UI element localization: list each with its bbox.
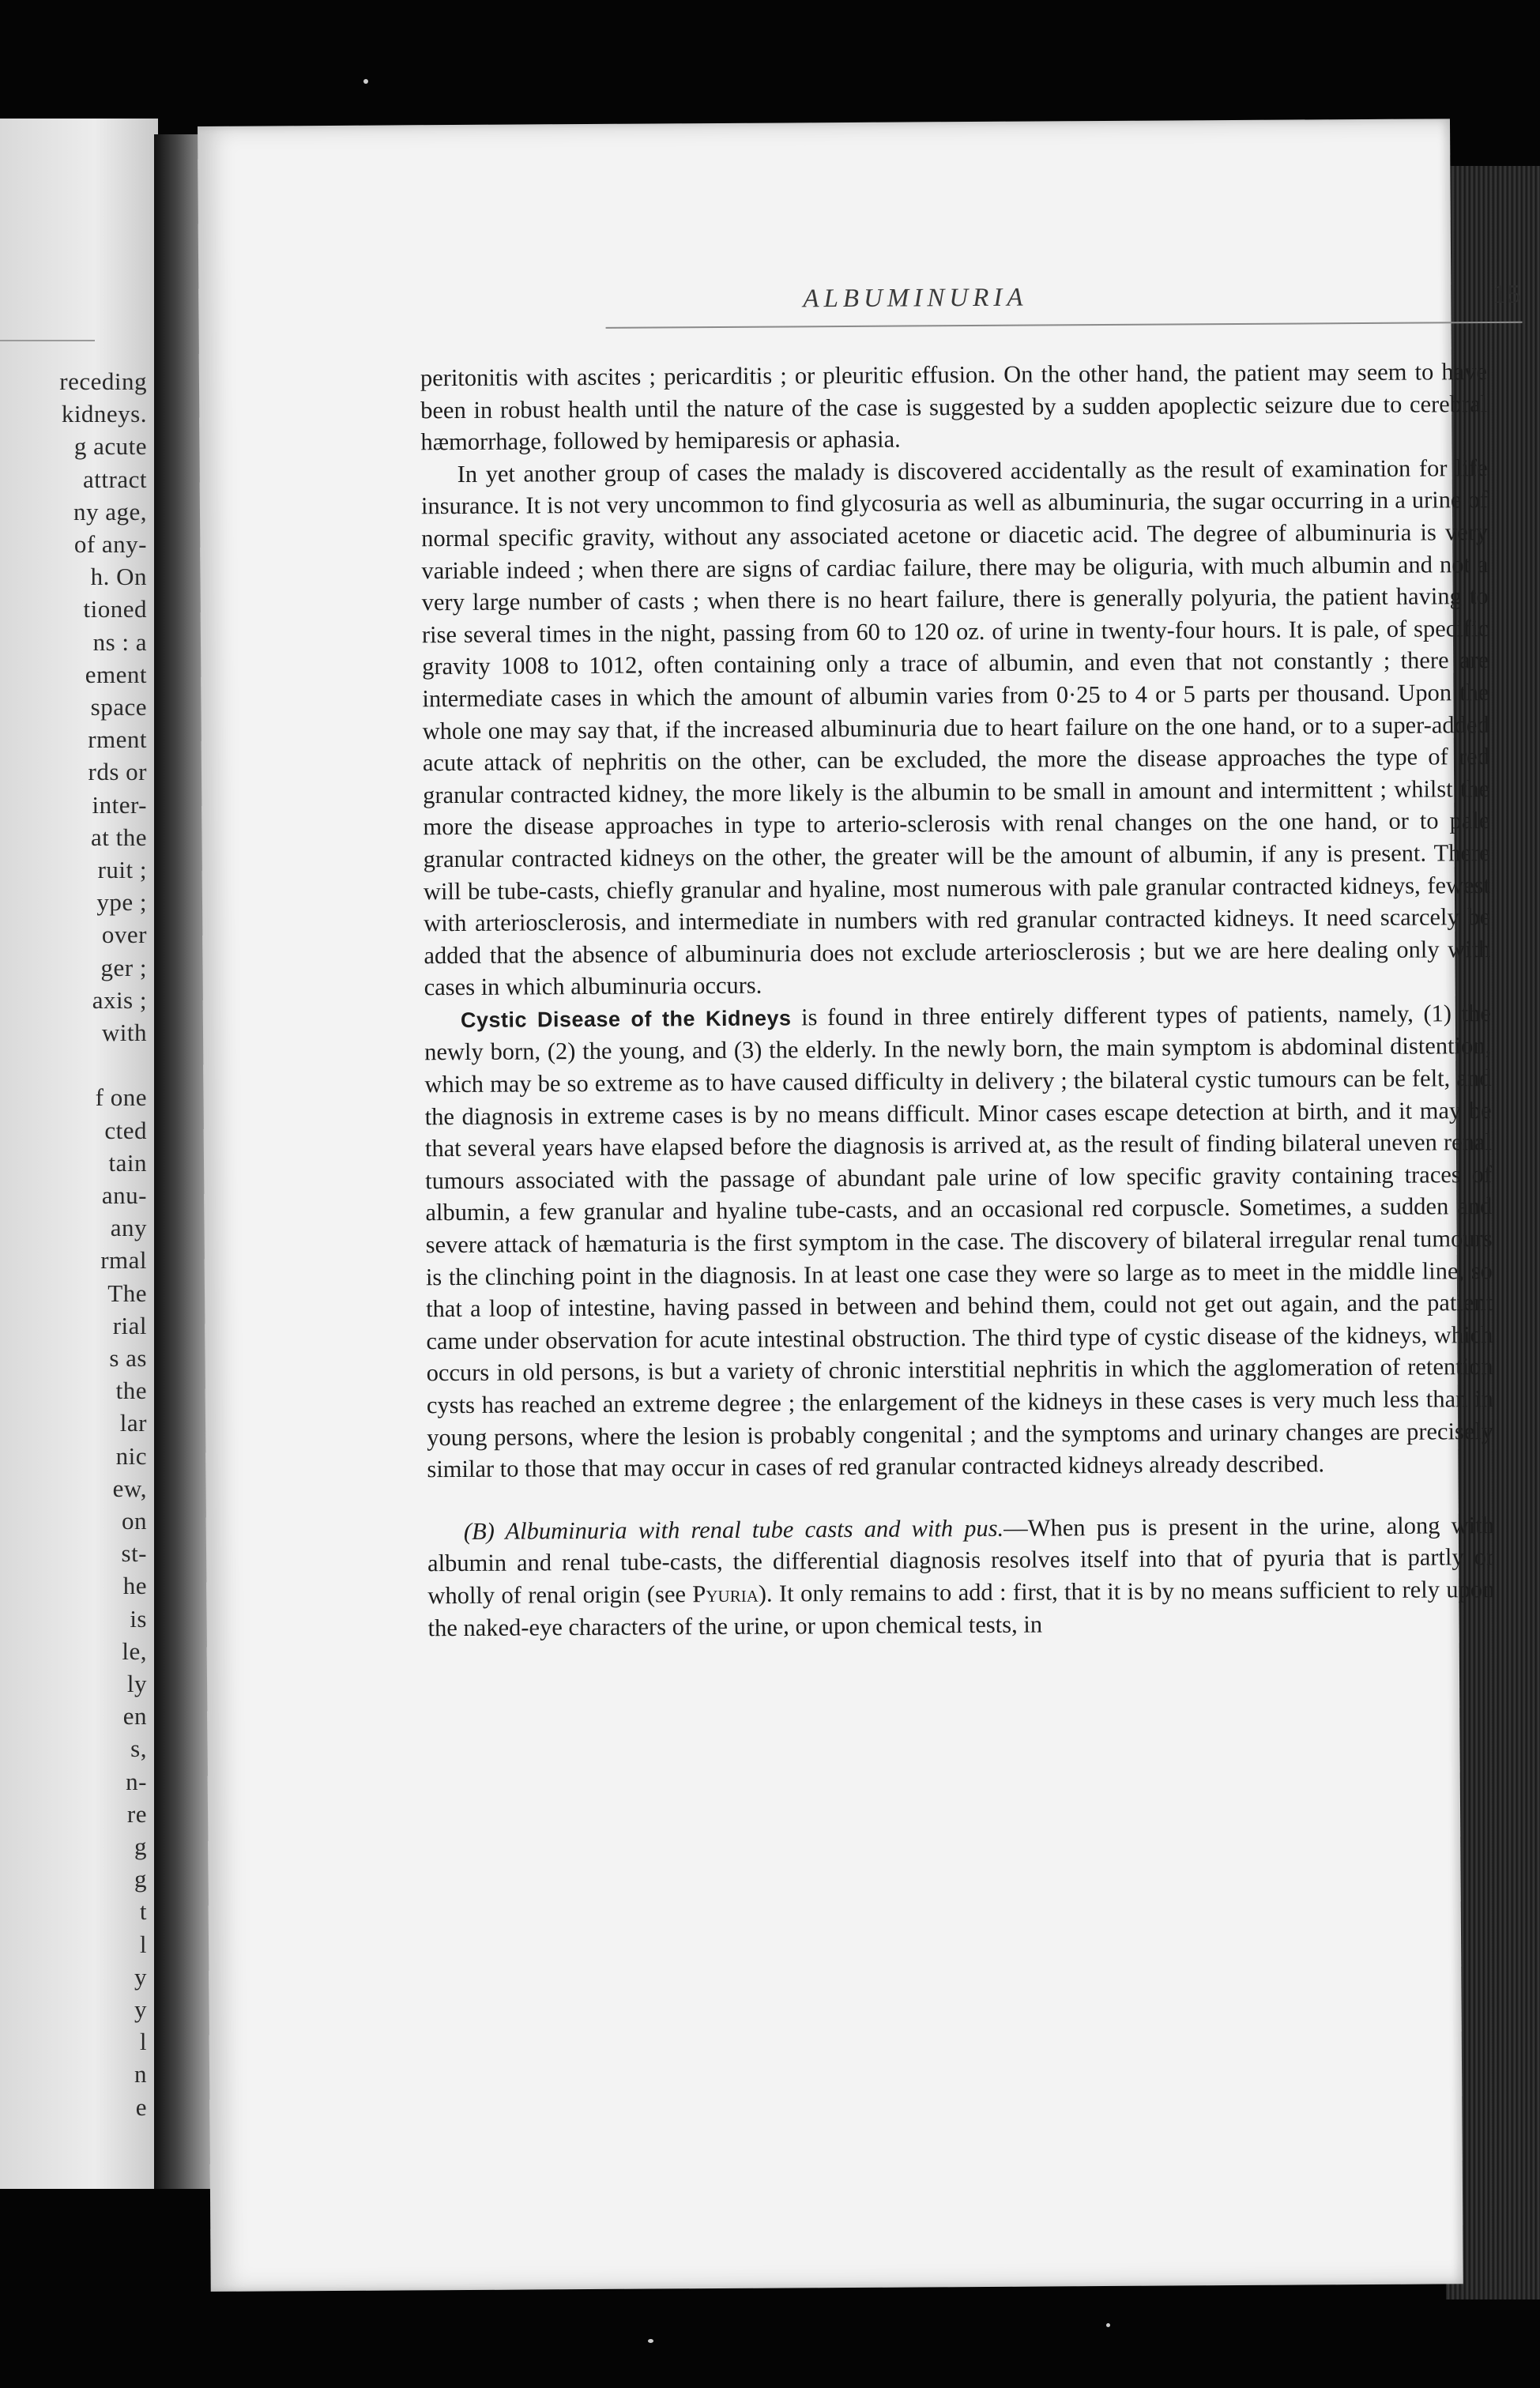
facing-page-fragment-line: ly (126, 1670, 147, 1697)
facing-page-fragment-line: g (134, 1865, 147, 1893)
facing-page-fragment-line: kidneys. (61, 400, 147, 428)
facing-page-fragment-line: of any- (73, 530, 147, 558)
facing-page-fragment-line: The (107, 1279, 147, 1307)
paragraph-cystic-disease (424, 997, 1494, 1486)
facing-page-fragment-line: n- (126, 1767, 147, 1795)
facing-page-fragment-line: receding (59, 367, 147, 395)
facing-page-fragment-line: en (122, 1702, 147, 1731)
facing-page-fragment-line: lar (119, 1409, 147, 1437)
facing-page-fragment-line: l (139, 1930, 147, 1958)
dust-speck (363, 79, 368, 84)
facing-page-fragment-line: y (134, 1962, 147, 1991)
facing-page-fragment-line: ny age, (73, 497, 147, 525)
facing-page-fragment-line: ger ; (100, 953, 147, 981)
running-head (605, 281, 1522, 326)
facing-page-fragment (0, 119, 158, 2189)
paragraph-albuminuria-pus (427, 1509, 1495, 1644)
paragraph-life-insurance: In yet another group of cases the malady is discovered accidentally as the result of examination for life insurance. It is not very uncommon to find glycosuria as well as albuminuria, the sugar occurring in a urine of normal specific gravity, without any associated acetone or diacetic acid. The degree of albuminuria is very variable indeed ; when there are signs of cardiac failure, there may be oliguria, with much albumin and not a very large number of casts ; when there is no heart failure, there is generally polyuria, the patient having to rise several times in the night, passing from 60 to 120 oz. of urine in twenty-four hours. It is pale, of specific gravity 1008 to 1012, often containing only a trace of albumin, and even that not constantly ; there are intermediate cases in which the amount of albumin varies from 0·25 to 4 or 5 parts per thousand. Upon the whole one may say that, if the increased albuminuria due to heart failure on the one hand, or to a super-added acute attack of nephritis on the other, can be excluded, the more the disease approaches the type of red granular contracted kidney, the more likely is the albumin to be small in amount and intermittent ; whilst the more the disease approaches in type to arterio-sclerosis with renal changes on the one hand, or to pale granular contracted kidneys on the other, the greater will be the amount of albumin, if any is present. There will be tube-casts, chiefly granular and hyaline, most numerous with pale granular contracted kidneys, fewest with arteriosclerosis, and intermediate in numbers with red granular contracted kidneys. It need scarcely be added that the absence of albuminuria does not exclude arteriosclerosis ; but we are here dealing only with cases in which albuminuria occurs. (420, 454, 1491, 1001)
facing-page-fragment-line: with (101, 1019, 147, 1046)
facing-page-fragment-line: s as (109, 1344, 147, 1372)
facing-page-fragment-line: h. On (90, 563, 147, 591)
facing-page-fragment-line: the (115, 1377, 147, 1405)
facing-page-fragment-line: ruit ; (97, 856, 147, 883)
facing-page-fragment-line: over (101, 921, 147, 949)
facing-page-fragment-line: e (135, 2092, 147, 2121)
dust-speck (648, 2339, 653, 2343)
running-title: ALBUMINURIA (803, 283, 1028, 314)
facing-page-fragment-line: is (130, 1604, 147, 1633)
cystic-disease-text: is found in three entirely different types of patients, namely, (1) the newly born, (2) the young, and (3) the elderly. In the newly born, the main symptom is abdominal distention, which may be so extreme as to have caused difficulty in delivery ; the bilateral cystic tumours can be felt, and the diagnosis in extreme cases is by no means difficult. Minor cases escape detection at birth, and it may be that several years have elapsed before the diagnosis is arrived at, as the result of finding bilateral uneven renal tumours associated with the passage of abundant pale urine of low specific gravity containing traces of albumin, a few granular and hyaline tube-casts, and an occasional red corpuscle. Sometimes, a sudden and severe attack of hæmaturia is the first symptom in the case. The discovery of bilateral irregular renal tumours is the clinching point in the diagnosis. In at least one case they were so large as to meet in the middle line, so that a loop of intestine, having passed in between and behind them, could not get out again, and the patient came under observation for acute intestinal obstruction. The third type of cystic disease of the kidneys, which occurs in old persons, is but a variety of chronic interstitial nephritis in which the agglomeration of retention cysts has reached an extreme degree ; the enlargement of the kidneys in these cases is very much less than in young persons, where the lesion is probably congenital ; and the symptoms and urinary changes are precisely similar to those that may occur in cases of red granular contracted kidneys already described. (424, 999, 1494, 1483)
facing-page-fragment-line: any (110, 1214, 147, 1242)
facing-page-fragment-line: t (139, 1897, 147, 1926)
facing-page-fragment-line: re (126, 1799, 147, 1828)
facing-page-fragment-line: on (122, 1507, 147, 1535)
facing-page-fragment-line: he (122, 1572, 147, 1600)
facing-page-fragment-line: g acute (73, 432, 147, 461)
facing-page-fragment-line: rds or (88, 758, 147, 786)
facing-page-fragment-line: l (139, 2028, 147, 2056)
book-page (198, 119, 1523, 2292)
facing-page-fragment-line: at the (91, 823, 147, 851)
dust-speck (1106, 2323, 1110, 2327)
facing-page-fragment-line: ew, (112, 1474, 147, 1502)
facing-page-fragment-line: space (90, 693, 147, 721)
facing-page-fragment-line: s, (130, 1735, 147, 1763)
section-heading-cystic-disease: Cystic Disease of the Kidneys (460, 1006, 792, 1032)
body-text (420, 356, 1495, 1644)
facing-page-fragment-line: rmal (100, 1246, 147, 1275)
facing-page-fragment-line: axis ; (92, 985, 147, 1014)
albuminuria-pus-text-end: ). It only remains to add : first, that it is by no means sufficient to rely upon the naked-eye characters of the urine, or upon chemical tests, in (427, 1575, 1495, 1641)
paragraph-continuation: peritonitis with ascites ; pericarditis ; or pleuritic effusion. On the other hand, the patient may seem to have been in robust health until the nature of the case is suggested by a sudden apoplectic seizure due to cerebral hæmorrhage, followed by hemiparesis or aphasia. (420, 358, 1488, 456)
facing-page-fragment-line: n (134, 2060, 147, 2089)
facing-page-fragment-line: le, (122, 1637, 147, 1665)
facing-page-fragment-line: ype ; (96, 888, 147, 917)
facing-page-head-rule (0, 340, 95, 341)
facing-page-fragment-line: tioned (83, 595, 147, 623)
facing-page-fragment-line: ns : a (92, 627, 147, 656)
facing-page-fragment-line: g (134, 1832, 147, 1860)
facing-page-fragment-line: y (134, 1995, 147, 2023)
facing-page-fragment-line: anu- (101, 1181, 147, 1209)
facing-page-fragment-line: rment (88, 725, 147, 754)
facing-page-fragment-line: st- (121, 1539, 147, 1568)
facing-page-fragment-line: inter- (92, 790, 147, 819)
facing-page-fragment-line: tain (108, 1148, 147, 1177)
facing-page-fragment-line: ement (85, 660, 147, 688)
facing-page-fragment-line: attract (83, 465, 147, 493)
section-heading-albuminuria-pus: (B) Albuminuria with renal tube casts and with pus. (463, 1514, 1004, 1545)
facing-page-fragment-line: cted (104, 1116, 147, 1144)
albuminuria-pus-text: —When pus is present in the urine, along with albumin and renal tube-casts, the differential diagnosis resolves itself into that of pyuria that is partly or wholly of renal origin (see (427, 1511, 1495, 1610)
facing-page-fragment-line: nic (115, 1441, 147, 1470)
cross-reference-pyuria: Pyuria (692, 1580, 759, 1608)
facing-page-fragment-line: f one (95, 1083, 147, 1112)
facing-page-fragment-line: rial (112, 1311, 147, 1339)
page-number: 15 (1493, 280, 1523, 309)
header-rule (606, 322, 1523, 329)
